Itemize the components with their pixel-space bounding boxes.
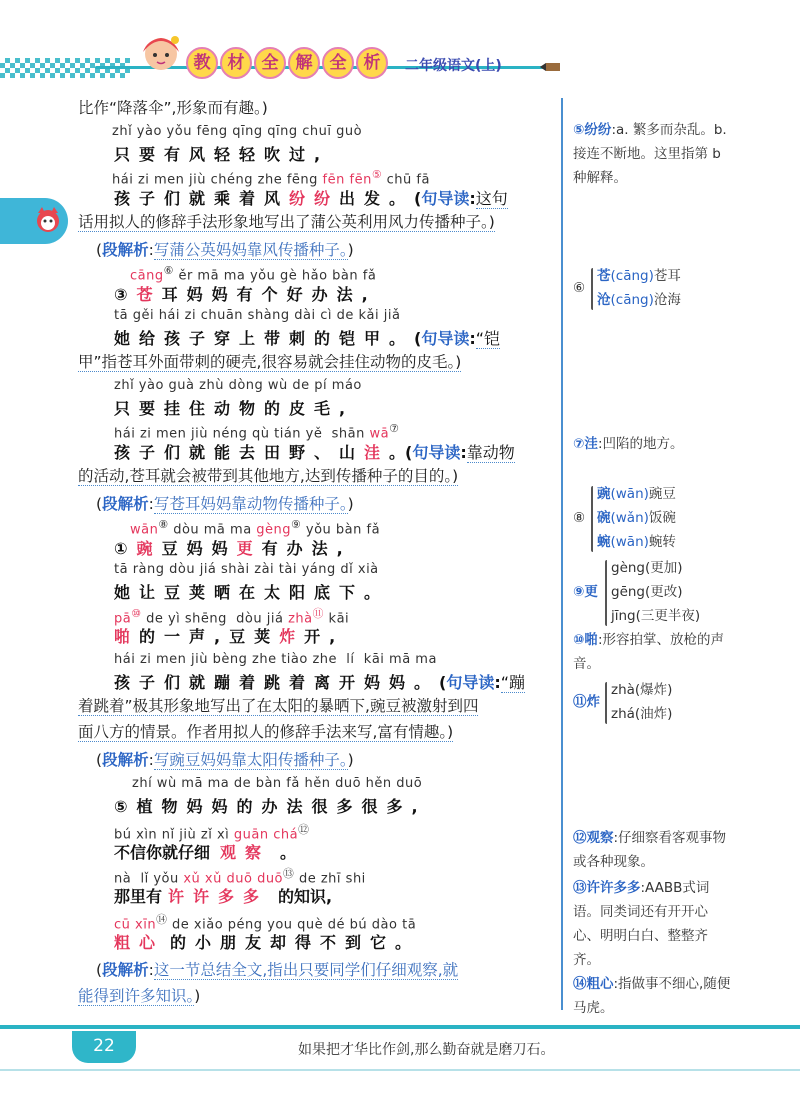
- paragraph-analysis: (段解析:写苍耳妈妈靠动物传播种子。): [96, 495, 354, 513]
- footer-quote: 如果把才华比作剑,那么勤奋就是磨刀石。: [298, 1042, 555, 1058]
- pinyin-line: zhǐ yào yǒu fēng qīng qīng chuī guò: [112, 124, 363, 139]
- fox-face-icon: [33, 205, 63, 235]
- pinyin-line: zhǐ yào guà zhù dòng wù de pí máo: [114, 378, 362, 393]
- pinyin-line: tā ràng dòu jiá shài zài tài yáng dǐ xià: [114, 562, 379, 577]
- footer-bar: [0, 1069, 800, 1071]
- poem-line: ⑤植物妈妈的办法很多很多,: [114, 797, 427, 816]
- title-char-6: 析: [356, 47, 388, 79]
- note-13: ⑬许许多多:AABB式词语。同类词还有开开心心、明明白白、整整齐齐。: [573, 880, 710, 968]
- poem-line: 那里有 许许多多 的知识,: [114, 887, 333, 906]
- pinyin-line: bú xìn nǐ jiù zǐ xì guān chá⑫: [114, 823, 310, 843]
- note-7: ⑦洼:凹陷的地方。: [573, 436, 684, 452]
- poem-line: 啪的一声,豆荚炸开,: [114, 627, 345, 646]
- girl-mascot-icon: [135, 30, 187, 82]
- text-line: 话用拟人的修辞手法形象地写出了蒲公英利用风力传播种子。): [78, 213, 495, 231]
- note-5: ⑤纷纷:a. 繁多而杂乱。b. 接连不断地。这里指第 b 种解释。: [573, 122, 727, 186]
- pinyin-line: hái zi men jiù néng qù tián yě shān wā⑦: [114, 422, 400, 442]
- text-line: 甲”指苍耳外面带刺的硬壳,很容易就会挂住动物的皮毛。): [78, 353, 462, 371]
- pinyin-line: tā gěi hái zi chuān shàng dài cì de kǎi jiǎ: [114, 308, 401, 323]
- poem-line: 孩子们就能去田野、山洼。(句导读:靠动物: [114, 443, 515, 462]
- pinyin-line: hái zi men jiù chéng zhe fēng fēn fēn⑤ chū fā: [112, 168, 430, 188]
- note-6: ⑥ 苍(cāng)苍耳 沧(cāng)沧海: [573, 268, 681, 308]
- text-line: 着跳着”极其形象地写出了在太阳的暴晒下,豌豆被激射到四: [78, 697, 479, 715]
- page-number: 22: [93, 1036, 115, 1056]
- note-11: ⑪炸 zhà(爆炸) zhá(油炸): [573, 682, 673, 722]
- pinyin-line: cāng⑥ ěr mā ma yǒu gè hǎo bàn fǎ: [130, 264, 377, 284]
- title-char-3: 全: [254, 47, 286, 79]
- note-10: ⑩啪:形容拍掌、放枪的声音。: [573, 632, 724, 672]
- text-line: 的活动,苍耳就会被带到其他地方,达到传播种子的目的。): [78, 467, 459, 485]
- poem-line: 只要挂住动物的皮毛,: [114, 399, 355, 418]
- footer-rule: [0, 1025, 800, 1029]
- poem-line: 孩子们就乘着风纷纷出发。(句导读:这句: [114, 189, 508, 208]
- text-line: 比作“降落伞”,形象而有趣。): [78, 99, 268, 117]
- paragraph-analysis: (段解析:写蒲公英妈妈靠风传播种子。): [96, 241, 354, 259]
- text-line: 面八方的情景。作者用拟人的修辞手法来写,富有情趣。): [78, 723, 454, 741]
- poem-line: 孩子们就蹦着跳着离开妈妈。(句导读:“蹦: [114, 673, 526, 692]
- pinyin-line: wān⑧ dòu mā ma gèng⑨ yǒu bàn fǎ: [130, 518, 381, 538]
- pinyin-line: nà lǐ yǒu xǔ xǔ duō duō⑬ de zhī shi: [114, 867, 366, 887]
- title-char-4: 解: [288, 47, 320, 79]
- note-8: ⑧ 豌(wān)豌豆 碗(wǎn)饭碗 蜿(wān)蜿转: [573, 486, 676, 550]
- column-divider: [561, 98, 563, 1010]
- pinyin-line: hái zi men jiù bèng zhe tiào zhe lí kāi mā ma: [114, 652, 437, 667]
- paragraph-analysis: (段解析:写豌豆妈妈靠太阳传播种子。): [96, 751, 354, 769]
- pinyin-line: zhí wù mā ma de bàn fǎ hěn duō hěn duō: [132, 776, 423, 791]
- poem-line: 她让豆荚晒在太阳底下。: [114, 583, 390, 602]
- paragraph-analysis: 能得到许多知识。): [78, 987, 201, 1005]
- pencil-icon: [540, 62, 562, 72]
- page-header: [0, 0, 800, 100]
- poem-line: 粗心 的小朋友却得不到它。: [114, 933, 421, 952]
- poem-line: 不信你就仔细 观察 。: [114, 843, 297, 862]
- title-char-2: 材: [220, 47, 252, 79]
- poem-line: ③苍耳妈妈有个好办法,: [114, 285, 377, 304]
- note-14: ⑭粗心:指做事不细心,随便马虎。: [573, 976, 731, 1016]
- poem-line: 只要有风轻轻吹过,: [114, 145, 330, 164]
- poem-line: ①豌豆妈妈更有办法,: [114, 539, 352, 558]
- pinyin-line: pā⑩ de yì shēng dòu jiá zhà⑪ kāi: [114, 607, 350, 627]
- title-char-5: 全: [322, 47, 354, 79]
- paragraph-analysis: (段解析:这一节总结全文,指出只要同学们仔细观察,就: [96, 961, 459, 979]
- note-12: ⑫观察:仔细察看客观事物或各种现象。: [573, 830, 727, 870]
- poem-line: 她给孩子穿上带刺的铠甲。(句导读:“铠: [114, 329, 501, 348]
- title-char-1: 教: [186, 47, 218, 79]
- book-subtitle: 二年级语文(上): [405, 58, 502, 74]
- pinyin-line: cū xīn⑭ de xiǎo péng you què dé bú dào tā: [114, 913, 417, 933]
- note-9: ⑨更 gèng(更加) gēng(更改) jīng(三更半夜): [573, 560, 701, 624]
